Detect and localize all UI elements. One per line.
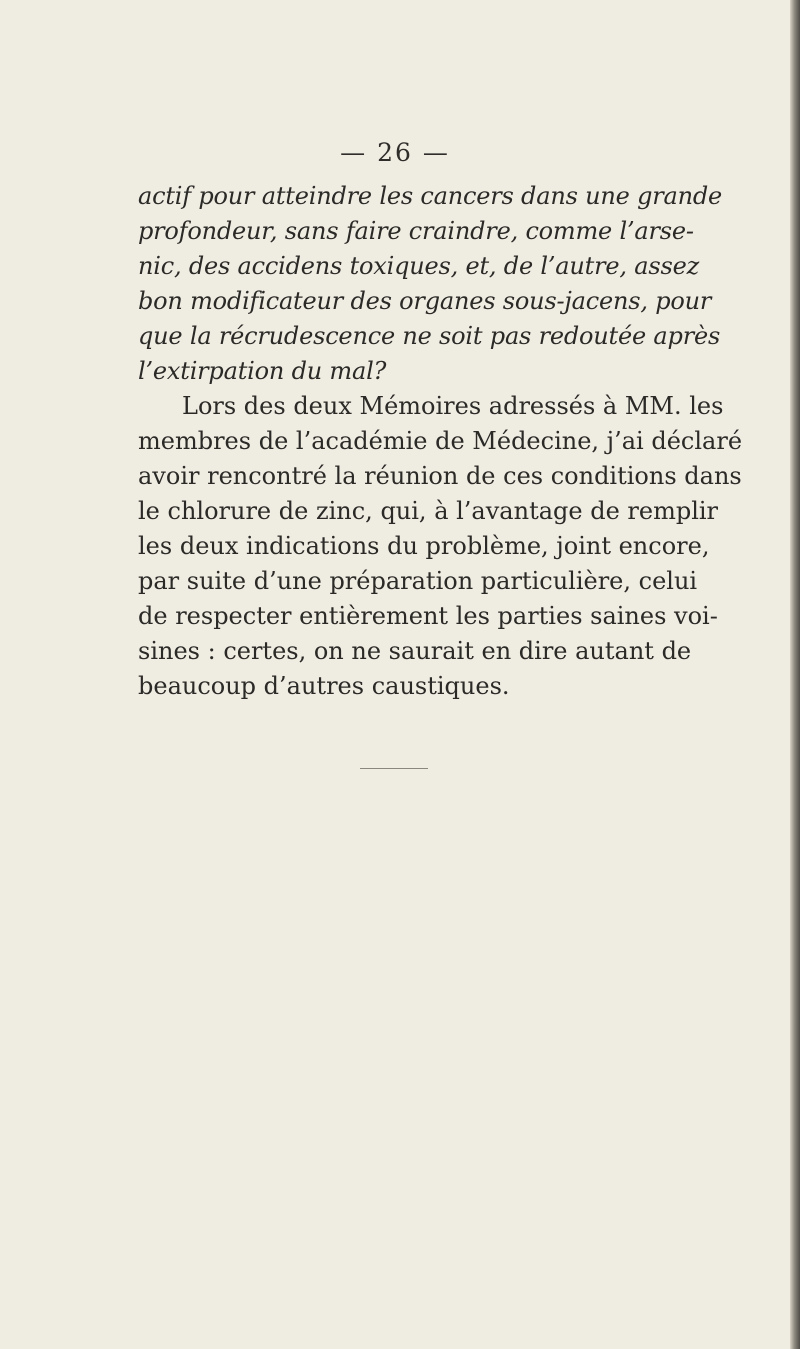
text-line: profondeur, sans faire craindre, comme l’arse- <box>138 217 694 245</box>
text-line: actif pour atteindre les cancers dans une grande <box>138 182 723 210</box>
text-line: avoir rencontré la réunion de ces conditions dans <box>138 462 742 490</box>
text-line: membres de l’académie de Médecine, j’ai déclaré <box>138 427 743 455</box>
section-divider <box>360 768 428 769</box>
text-line: que la récrudescence ne soit pas redoutée après <box>138 322 721 350</box>
text-line: par suite d’une préparation particulière, celui <box>138 567 698 595</box>
page-edge <box>790 0 800 1349</box>
body-text <box>138 179 743 704</box>
text-line: les deux indications du problème, joint encore, <box>138 532 710 560</box>
text-line: Lors des deux Mémoires adressés à MM. les <box>182 392 724 420</box>
text-line: beaucoup d’autres caustiques. <box>138 672 510 700</box>
text-line: le chlorure de zinc, qui, à l’avantage de remplir <box>138 497 719 525</box>
text-line: bon modificateur des organes sous-jacens, pour <box>138 287 712 315</box>
text-line: nic, des accidens toxiques, et, de l’autre, assez <box>138 252 700 280</box>
text-line: sines : certes, on ne saurait en dire autant de <box>138 637 692 665</box>
text-line: l’extirpation du mal? <box>138 357 387 385</box>
text-line: de respecter entièrement les parties saines voi- <box>138 602 718 630</box>
page-number: — 26 — <box>340 138 450 167</box>
